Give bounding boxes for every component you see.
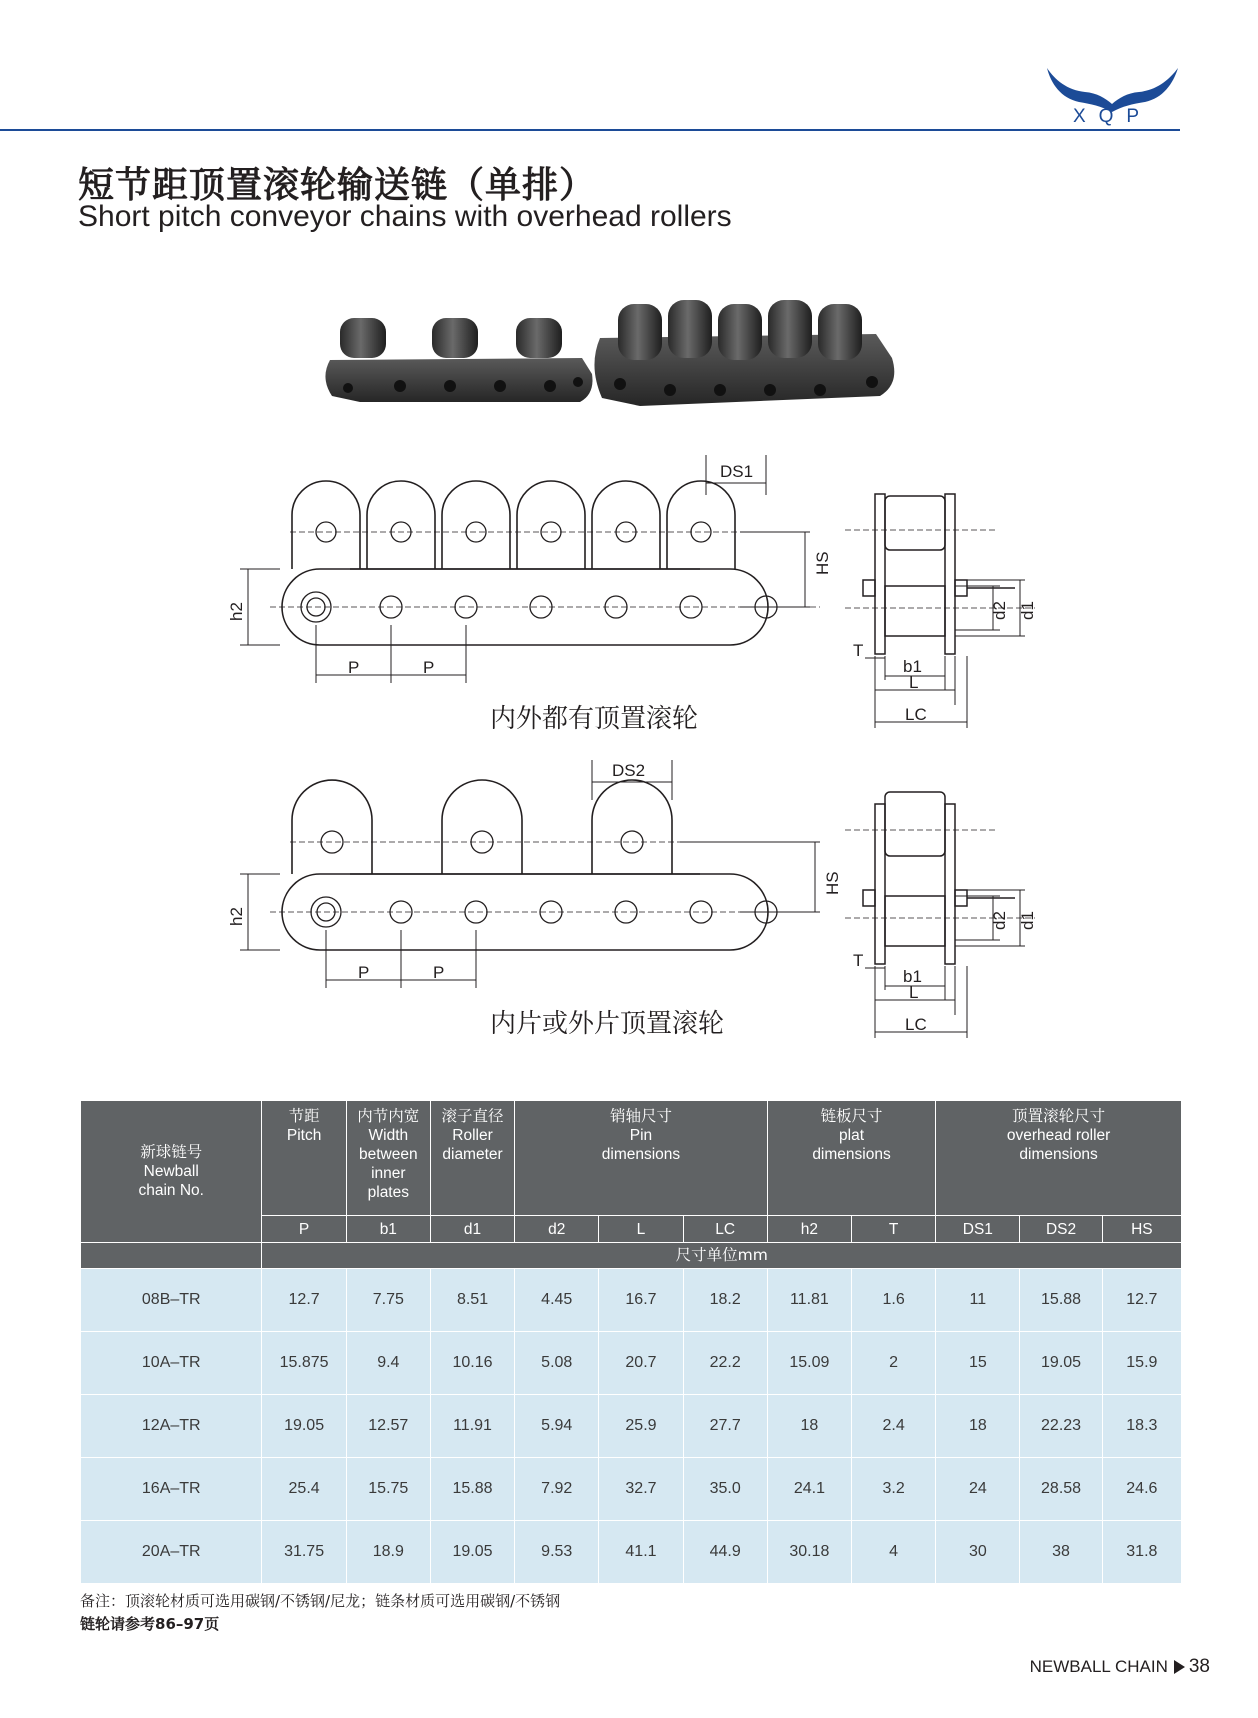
table-cell: 15.88 <box>1020 1269 1102 1332</box>
symbol-p: P <box>262 1216 346 1243</box>
table-cell: 24 <box>936 1458 1020 1521</box>
cell-chain-no: 20A–TR <box>81 1521 262 1584</box>
dim-t-label: T <box>853 641 864 660</box>
table-cell: 18.2 <box>683 1269 767 1332</box>
table-cell: 7.75 <box>346 1269 430 1332</box>
table-cell: 12.57 <box>346 1395 430 1458</box>
dim-b1-label: b1 <box>903 967 922 986</box>
table-cell: 38 <box>1020 1521 1102 1584</box>
table-cell: 19.05 <box>430 1521 514 1584</box>
table-row <box>81 1458 1182 1521</box>
table-cell: 4 <box>852 1521 936 1584</box>
header-pin: 销轴尺寸 Pin dimensions <box>515 1101 768 1216</box>
symbol-ds1: DS1 <box>936 1216 1020 1243</box>
footer-label: NEWBALL CHAIN <box>1029 1657 1168 1676</box>
table-cell: 24.6 <box>1102 1458 1181 1521</box>
table-cell: 11 <box>936 1269 1020 1332</box>
dim-b1-label: b1 <box>903 657 922 676</box>
table-cell: 2 <box>852 1332 936 1395</box>
table-cell: 28.58 <box>1020 1458 1102 1521</box>
table-cell: 19.05 <box>262 1395 346 1458</box>
logo-text: XQP <box>1072 106 1153 127</box>
symbol-b1: b1 <box>346 1216 430 1243</box>
pins <box>311 831 777 927</box>
symbol-h2: h2 <box>767 1216 851 1243</box>
table-cell: 18.3 <box>1102 1395 1181 1458</box>
table-cell: 22.23 <box>1020 1395 1102 1458</box>
symbol-ds2: DS2 <box>1020 1216 1102 1243</box>
symbol-hs: HS <box>1102 1216 1181 1243</box>
dim-hs-label: HS <box>813 551 832 575</box>
dim-l-label: L <box>909 983 919 1002</box>
table-cell: 2.4 <box>852 1395 936 1458</box>
header-plate: 链板尺寸 plat dimensions <box>767 1101 935 1216</box>
cell-chain-no: 12A–TR <box>81 1395 262 1458</box>
table-cell: 16.7 <box>599 1269 683 1332</box>
table-cell: 10.16 <box>430 1332 514 1395</box>
dim-p-label-1: P <box>358 963 370 982</box>
table-cell: 5.08 <box>515 1332 599 1395</box>
table-cell: 35.0 <box>683 1458 767 1521</box>
table-cell: 31.8 <box>1102 1521 1181 1584</box>
cell-chain-no: 16A–TR <box>81 1458 262 1521</box>
note-sprocket-ref: 链轮请参考86–97页 <box>80 1615 220 1633</box>
symbol-t: T <box>852 1216 936 1243</box>
diagram-bottom-caption: 内片或外片顶置滚轮 <box>490 1009 725 1039</box>
table-cell: 24.1 <box>767 1458 851 1521</box>
table-cell: 15 <box>936 1332 1020 1395</box>
dim-d2-label: d2 <box>990 911 1009 930</box>
cell-chain-no: 10A–TR <box>81 1332 262 1395</box>
chain-sample-right <box>594 300 894 406</box>
table-cell: 12.7 <box>262 1269 346 1332</box>
symbol-d1: d1 <box>430 1216 514 1243</box>
diagram-bottom-front <box>220 760 840 1050</box>
table-cell: 9.53 <box>515 1521 599 1584</box>
table-cell: 7.92 <box>515 1458 599 1521</box>
table-row <box>81 1395 1182 1458</box>
dim-h2-label: h2 <box>227 602 246 621</box>
header-width: 内节内宽 Width between inner plates <box>346 1101 430 1216</box>
page-number: 38 <box>1188 1656 1210 1677</box>
table-cell: 32.7 <box>599 1458 683 1521</box>
dim-p-label-2: P <box>423 658 435 677</box>
table-cell: 11.81 <box>767 1269 851 1332</box>
diagram-bottom-side <box>845 790 1045 1050</box>
table-cell: 25.9 <box>599 1395 683 1458</box>
spec-table <box>80 1100 1182 1584</box>
header-roller: 滚子直径 Roller diameter <box>430 1101 514 1216</box>
diagram-top-caption: 内外都有顶置滚轮 <box>490 704 699 734</box>
dim-p-label-1: P <box>348 658 360 677</box>
table-row <box>81 1521 1182 1584</box>
unit-spacer <box>81 1243 262 1269</box>
dim-ds1-label: DS1 <box>720 462 754 481</box>
chain-sample-left <box>325 318 592 402</box>
dim-ds2-label: DS2 <box>612 761 646 780</box>
table-cell: 41.1 <box>599 1521 683 1584</box>
table-cell: 27.7 <box>683 1395 767 1458</box>
table-cell: 5.94 <box>515 1395 599 1458</box>
dim-d1-label: d1 <box>1018 911 1037 930</box>
dim-l-label: L <box>909 673 919 692</box>
header-rule <box>0 129 1180 131</box>
dim-p-label-2: P <box>433 963 445 982</box>
table-cell: 19.05 <box>1020 1332 1102 1395</box>
roller-lugs <box>292 780 672 874</box>
table-cell: 22.2 <box>683 1332 767 1395</box>
product-photo <box>320 298 900 418</box>
table-cell: 44.9 <box>683 1521 767 1584</box>
table-cell: 15.09 <box>767 1332 851 1395</box>
table-cell: 4.45 <box>515 1269 599 1332</box>
page-title-cn: 短节距顶置滚轮输送链（单排） <box>78 165 597 206</box>
table-cell: 18 <box>936 1395 1020 1458</box>
table-cell: 15.88 <box>430 1458 514 1521</box>
table-cell: 20.7 <box>599 1332 683 1395</box>
unit-label: 尺寸单位mm <box>262 1243 1182 1269</box>
diagram-top-front <box>220 455 840 745</box>
logo-star-icon <box>1102 75 1122 94</box>
page-footer <box>1030 1656 1210 1678</box>
table-cell: 15.75 <box>346 1458 430 1521</box>
dim-t-label: T <box>853 951 864 970</box>
table-cell: 25.4 <box>262 1458 346 1521</box>
roller-lugs <box>292 481 735 569</box>
dim-lc-label: LC <box>905 705 927 724</box>
dim-lc-label: LC <box>905 1015 927 1034</box>
page-title-en: Short pitch conveyor chains with overhead rollers <box>78 200 732 233</box>
table-cell: 9.4 <box>346 1332 430 1395</box>
diagram-top-side <box>845 480 1045 740</box>
table-cell: 8.51 <box>430 1269 514 1332</box>
header-pitch: 节距 Pitch <box>262 1101 346 1216</box>
symbol-lc: LC <box>683 1216 767 1243</box>
table-cell: 3.2 <box>852 1458 936 1521</box>
table-cell: 18.9 <box>346 1521 430 1584</box>
header-chain-no: 新球链号 Newball chain No. <box>81 1101 262 1243</box>
footer-arrow-icon <box>1174 1660 1185 1674</box>
symbol-l: L <box>599 1216 683 1243</box>
table-cell: 18 <box>767 1395 851 1458</box>
table-row <box>81 1332 1182 1395</box>
table-cell: 15.9 <box>1102 1332 1181 1395</box>
dim-d1-label: d1 <box>1018 601 1037 620</box>
centerlines <box>270 842 820 912</box>
dim-hs-label: HS <box>823 871 842 895</box>
table-cell: 1.6 <box>852 1269 936 1332</box>
table-cell: 12.7 <box>1102 1269 1181 1332</box>
table-cell: 30.18 <box>767 1521 851 1584</box>
note-materials: 备注：顶滚轮材质可选用碳钢/不锈钢/尼龙；链条材质可选用碳钢/不锈钢 <box>80 1592 561 1610</box>
table-cell: 11.91 <box>430 1395 514 1458</box>
table-row <box>81 1269 1182 1332</box>
symbol-d2: d2 <box>515 1216 599 1243</box>
header-overhead: 顶置滚轮尺寸 overhead roller dimensions <box>936 1101 1182 1216</box>
table-cell: 31.75 <box>262 1521 346 1584</box>
dim-d2-label: d2 <box>990 601 1009 620</box>
table-cell: 30 <box>936 1521 1020 1584</box>
dim-h2-label: h2 <box>227 907 246 926</box>
cell-chain-no: 08B–TR <box>81 1269 262 1332</box>
table-cell: 15.875 <box>262 1332 346 1395</box>
